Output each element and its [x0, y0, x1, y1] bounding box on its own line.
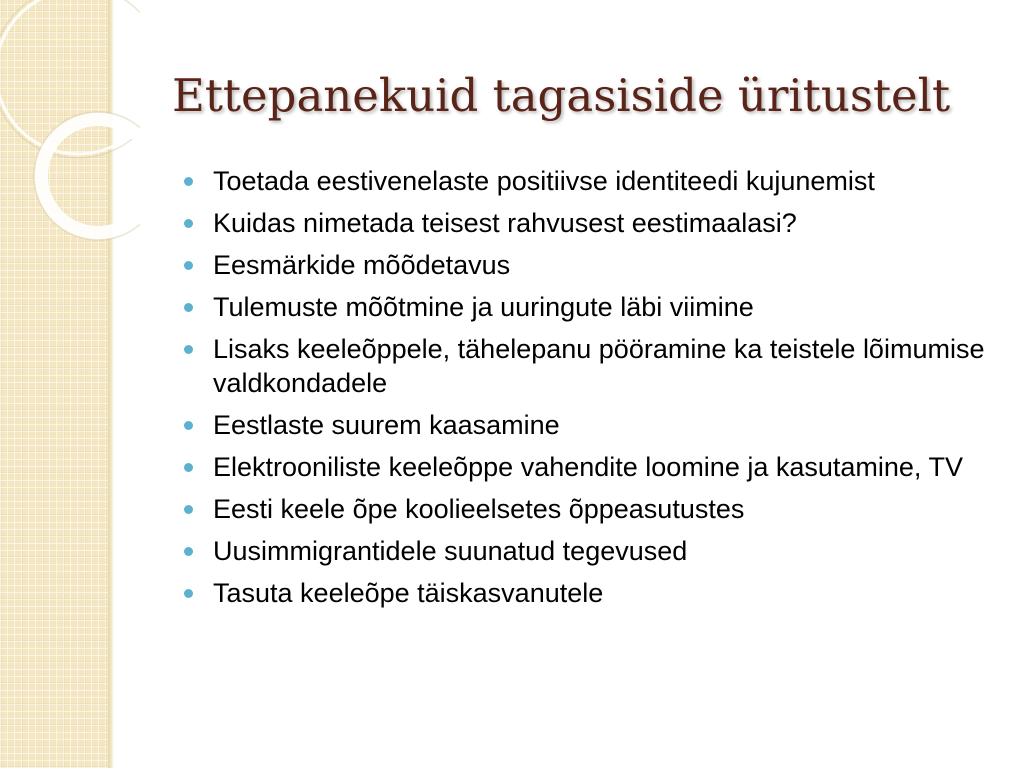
bullet-icon	[184, 177, 193, 186]
bullet-icon	[184, 303, 193, 312]
bullet-text: Eesmärkide mõõdetavus	[213, 250, 511, 280]
bullet-icon	[184, 421, 193, 430]
bullet-text: Elektrooniliste keeleõppe vahendite loomine ja kasutamine, TV	[213, 452, 963, 482]
bullet-text: Lisaks keeleõppele, tähelepanu pööramine ka teistele lõimumise valdkondadele	[213, 334, 985, 398]
decorative-rings	[0, 0, 140, 280]
list-item	[180, 450, 990, 484]
list-item	[180, 534, 990, 568]
slide-title: Ettepanekuid tagasiside üritustelt	[172, 69, 951, 122]
bullet-icon	[184, 345, 193, 354]
bullet-text: Tulemuste mõõtmine ja uuringute läbi viimine	[213, 292, 754, 322]
bullet-text: Eesti keele õpe koolieelsetes õppeasutustes	[213, 494, 745, 524]
list-item	[180, 206, 990, 240]
list-item	[180, 290, 990, 324]
list-item	[180, 576, 990, 610]
list-item	[180, 164, 990, 198]
bullet-text: Kuidas nimetada teisest rahvusest eestimaalasi?	[213, 208, 797, 238]
bullet-icon	[184, 463, 193, 472]
bullet-icon	[184, 547, 193, 556]
list-item	[180, 408, 990, 442]
bullet-icon	[184, 261, 193, 270]
bullet-text: Toetada eestivenelaste positiivse identiteedi kujunemist	[213, 166, 875, 196]
bullet-text: Tasuta keeleõpe täiskasvanutele	[213, 578, 604, 608]
bullet-list	[180, 164, 990, 618]
bullet-icon	[184, 589, 193, 598]
list-item	[180, 248, 990, 282]
bullet-text: Eestlaste suurem kaasamine	[213, 410, 560, 440]
bullet-icon	[184, 219, 193, 228]
decorative-ring-small	[41, 119, 140, 233]
bullet-text: Uusimmigrantidele suunatud tegevused	[213, 536, 688, 566]
bullet-icon	[184, 505, 193, 514]
list-item	[180, 492, 990, 526]
list-item	[180, 332, 990, 400]
